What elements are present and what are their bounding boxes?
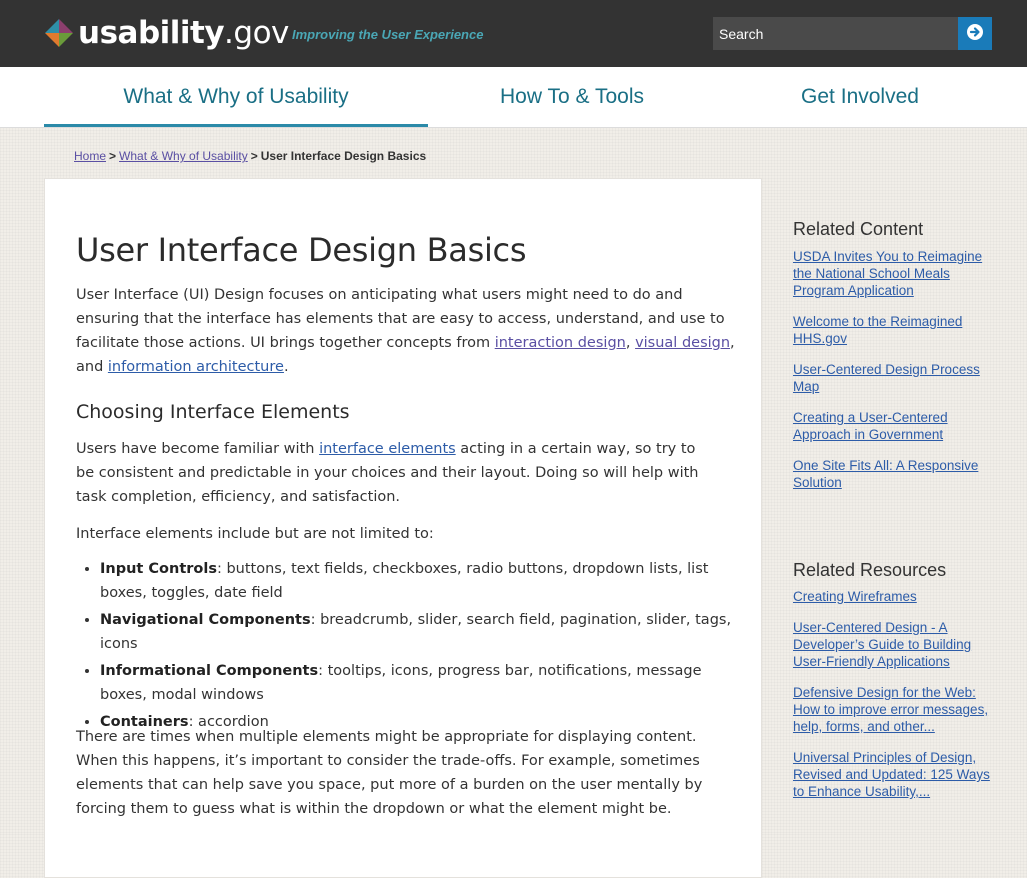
logo-text: usability.gov bbox=[78, 15, 289, 51]
related-content-link[interactable]: User-Centered Design Process Map bbox=[793, 362, 980, 394]
section-title: Choosing Interface Elements bbox=[76, 401, 350, 423]
site-logo[interactable] bbox=[44, 15, 289, 51]
list-item bbox=[793, 361, 998, 395]
search-input[interactable] bbox=[713, 17, 958, 50]
site-header bbox=[0, 0, 1027, 67]
list-item bbox=[793, 619, 998, 670]
related-content-list bbox=[793, 248, 998, 505]
related-resource-link[interactable]: User-Centered Design - A Developer’s Guide to Building User-Friendly Applications bbox=[793, 620, 972, 669]
list-item bbox=[793, 313, 998, 347]
search-form bbox=[713, 17, 992, 50]
related-resources-list bbox=[793, 588, 998, 814]
breadcrumb-parent-link[interactable]: What & Why of Usability bbox=[119, 149, 248, 163]
nav-get-involved[interactable]: Get Involved bbox=[801, 85, 919, 108]
list-item bbox=[793, 684, 998, 735]
breadcrumb-separator: > bbox=[250, 149, 258, 163]
list-item bbox=[793, 457, 998, 491]
interface-elements-list bbox=[76, 557, 740, 737]
related-resource-link[interactable]: Creating Wireframes bbox=[793, 589, 917, 604]
list-item bbox=[793, 588, 998, 605]
list-item: • Input Controls: buttons, text fields, checkboxes, radio buttons, dropdown lists, list boxes, toggles, date field bbox=[100, 557, 740, 605]
arrow-right-circle-icon bbox=[966, 23, 984, 44]
related-content-link[interactable]: USDA Invites You to Reimagine the National School Meals Program Application bbox=[793, 249, 983, 298]
related-content-link[interactable]: Creating a User-Centered Approach in Government bbox=[793, 410, 948, 442]
diamond-logo-icon bbox=[44, 18, 74, 48]
closing-paragraph: There are times when multiple elements might be appropriate for displaying content. When this happens, it’s important to consider the trade-offs. For example, sometimes elements that can help save you space, put more of a burden on the user mentally by forcing them to guess what is within the dropdown or what the element might be. bbox=[76, 729, 703, 817]
related-resource-link[interactable]: Universal Principles of Design, Revised and Updated: 125 Ways to Enhance Usability,... bbox=[793, 750, 990, 799]
breadcrumb-current: User Interface Design Basics bbox=[260, 149, 427, 163]
list-item bbox=[793, 409, 998, 443]
interface-elements-link[interactable]: interface elements bbox=[319, 441, 456, 457]
related-content-link[interactable]: One Site Fits All: A Responsive Solution bbox=[793, 458, 979, 490]
visual-design-link[interactable]: visual design bbox=[635, 335, 731, 351]
nav-how-to-tools[interactable]: How To & Tools bbox=[500, 85, 644, 108]
breadcrumb bbox=[74, 149, 426, 163]
breadcrumb-home-link[interactable]: Home bbox=[74, 149, 107, 163]
site-tagline: Improving the User Experience bbox=[292, 27, 484, 42]
main-content bbox=[44, 178, 762, 878]
breadcrumb-separator: > bbox=[109, 149, 117, 163]
nav-what-and-why[interactable]: What & Why of Usability bbox=[44, 67, 428, 127]
main-nav bbox=[0, 67, 1027, 128]
list-intro: Interface elements include but are not limited to: bbox=[76, 526, 434, 542]
related-content-heading: Related Content bbox=[793, 219, 924, 239]
page-title: User Interface Design Basics bbox=[76, 231, 527, 269]
interaction-design-link[interactable]: interaction design bbox=[494, 335, 626, 351]
list-item: • Informational Components: tooltips, icons, progress bar, notifications, message boxes, modal windows bbox=[100, 659, 740, 707]
list-item: • Containers: accordion bbox=[100, 710, 740, 734]
related-resources-heading: Related Resources bbox=[793, 560, 947, 580]
section-paragraph: Users have become familiar with interface elements acting in a certain way, so try to be consistent and predictable in your choices and their layout. Doing so will help with task completion, efficiency, and satisfaction. bbox=[76, 441, 699, 505]
intro-paragraph: User Interface (UI) Design focuses on anticipating what users might need to do and ensuring that the interface has elements that are easy to access, understand, and use to facilitate those actions. UI brings together concepts from interaction design, visual design, and information architecture. bbox=[76, 287, 735, 375]
list-item bbox=[793, 248, 998, 299]
list-item bbox=[793, 749, 998, 800]
related-content-link[interactable]: Welcome to the Reimagined HHS.gov bbox=[793, 314, 963, 346]
search-button[interactable] bbox=[958, 17, 992, 50]
related-resource-link[interactable]: Defensive Design for the Web: How to improve error messages, help, forms, and other... bbox=[793, 685, 989, 734]
information-architecture-link[interactable]: information architecture bbox=[107, 359, 284, 375]
list-item: • Navigational Components: breadcrumb, slider, search field, pagination, slider, tags, icons bbox=[100, 608, 740, 656]
